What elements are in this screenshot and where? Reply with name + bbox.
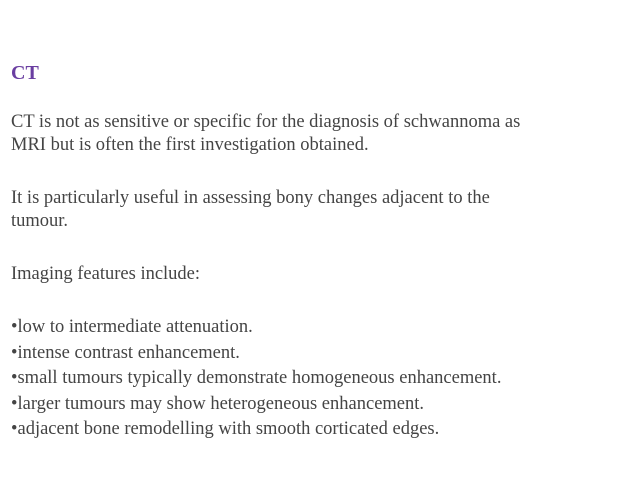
list-item-text: small tumours typically demonstrate homogeneous enhancement. xyxy=(17,368,502,388)
paragraph-line: Imaging features include: xyxy=(11,264,201,284)
paragraph-line: CT is not as sensitive or specific for the diagnosis of schwannoma as xyxy=(11,112,521,132)
list-item xyxy=(11,392,501,418)
bullet-mark: • xyxy=(11,317,18,337)
paragraph-line: It is particularly useful in assessing bony changes adjacent to the xyxy=(11,188,490,208)
paragraph-line: MRI but is often the first investigation obtained. xyxy=(11,135,369,155)
list-item-text: larger tumours may show heterogeneous enhancement. xyxy=(17,393,425,414)
bullet-mark: • xyxy=(11,419,18,439)
list-item xyxy=(11,366,501,392)
slide-title: CT xyxy=(11,62,39,84)
paragraph-ct-sensitivity xyxy=(11,111,520,157)
bullet-mark: • xyxy=(11,393,18,414)
list-item xyxy=(11,315,501,341)
list-item xyxy=(11,417,501,443)
paragraph-bony-changes xyxy=(11,187,490,233)
list-item-text: intense contrast enhancement. xyxy=(17,342,240,363)
bullet-mark: • xyxy=(11,368,18,388)
imaging-features-list xyxy=(11,315,501,443)
list-item-text: low to intermediate attenuation. xyxy=(17,317,253,337)
list-item xyxy=(11,341,501,367)
bullet-mark: • xyxy=(11,342,18,363)
paragraph-line: tumour. xyxy=(11,211,69,231)
paragraph-imaging-features xyxy=(11,263,200,286)
list-item-text: adjacent bone remodelling with smooth corticated edges. xyxy=(17,419,440,439)
